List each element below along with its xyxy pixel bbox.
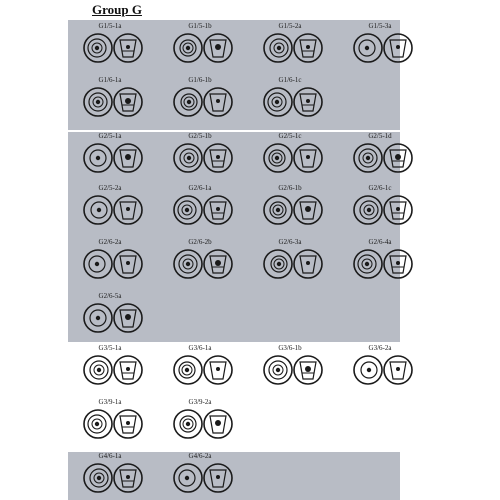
seal-label: G4/6-2a bbox=[188, 452, 212, 460]
seal-label: G2/6-1a bbox=[188, 184, 212, 192]
seal-item bbox=[250, 184, 330, 232]
seal-item bbox=[160, 238, 240, 286]
seal-label: G3/5-1a bbox=[98, 344, 122, 352]
seal-label: G2/5-1b bbox=[188, 132, 212, 140]
seal-impression-pair bbox=[172, 247, 234, 281]
seal-label: G3/6-1b bbox=[278, 344, 302, 352]
seal-impression-pair bbox=[262, 85, 324, 119]
seal-item bbox=[250, 22, 330, 70]
seal-impression-pair bbox=[262, 353, 324, 387]
seal-item bbox=[70, 452, 150, 500]
seal-impression-pair bbox=[172, 193, 234, 227]
seal-impression-pair bbox=[172, 461, 234, 495]
seal-impression-pair bbox=[352, 353, 414, 387]
seal-impression-pair bbox=[262, 247, 324, 281]
seal-item bbox=[160, 184, 240, 232]
seal-label: G2/5-1c bbox=[278, 132, 302, 140]
seal-label: G1/6-1b bbox=[188, 76, 212, 84]
seal-impression-pair bbox=[82, 247, 144, 281]
seal-item bbox=[160, 452, 240, 500]
seal-label: G1/5-1b bbox=[188, 22, 212, 30]
seal-impression-pair bbox=[172, 407, 234, 441]
seal-impression-pair bbox=[82, 31, 144, 65]
seal-impression-pair bbox=[172, 353, 234, 387]
seal-label: G1/6-1a bbox=[98, 76, 122, 84]
seal-label: G2/6-4a bbox=[368, 238, 392, 246]
seal-impression-pair bbox=[82, 407, 144, 441]
seal-label: G4/6-1a bbox=[98, 452, 122, 460]
seal-label: G2/5-1d bbox=[368, 132, 392, 140]
seal-label: G3/6-1a bbox=[188, 344, 212, 352]
seal-label: G2/6-1b bbox=[278, 184, 302, 192]
seal-label: G3/9-1a bbox=[98, 398, 122, 406]
seal-item bbox=[160, 22, 240, 70]
seal-label: G3/6-2a bbox=[368, 344, 392, 352]
seal-impression-pair bbox=[82, 141, 144, 175]
seal-label: G2/5-1a bbox=[98, 132, 122, 140]
seal-item bbox=[160, 398, 240, 446]
seal-item bbox=[340, 132, 420, 180]
seal-item bbox=[70, 184, 150, 232]
seal-item bbox=[250, 76, 330, 124]
seal-item bbox=[70, 398, 150, 446]
seal-impression-pair bbox=[352, 141, 414, 175]
seal-impression-pair bbox=[352, 247, 414, 281]
seal-impression-pair bbox=[262, 141, 324, 175]
seal-item bbox=[70, 292, 150, 340]
seal-impression-pair bbox=[82, 353, 144, 387]
seal-item bbox=[70, 76, 150, 124]
page-title: Group G bbox=[92, 2, 142, 17]
seal-label: G2/5-2a bbox=[98, 184, 122, 192]
seal-impression-pair bbox=[352, 193, 414, 227]
seal-label: G1/5-1a bbox=[98, 22, 122, 30]
seal-item bbox=[70, 344, 150, 392]
seal-impression-pair bbox=[262, 31, 324, 65]
seal-item bbox=[340, 22, 420, 70]
seal-label: G1/5-3a bbox=[368, 22, 392, 30]
seal-item bbox=[70, 22, 150, 70]
seal-item bbox=[160, 344, 240, 392]
seal-impression-pair bbox=[82, 193, 144, 227]
seal-item bbox=[340, 238, 420, 286]
seal-item bbox=[340, 184, 420, 232]
seal-label: G2/6-2b bbox=[188, 238, 212, 246]
seal-label: G1/5-2a bbox=[278, 22, 302, 30]
seal-impression-pair bbox=[172, 85, 234, 119]
seal-item bbox=[340, 344, 420, 392]
seal-impression-pair bbox=[172, 31, 234, 65]
seal-item bbox=[250, 344, 330, 392]
seal-impression-pair bbox=[82, 85, 144, 119]
seal-item bbox=[160, 132, 240, 180]
seal-impression-pair bbox=[82, 301, 144, 335]
seal-item bbox=[70, 132, 150, 180]
seal-label: G1/6-1c bbox=[278, 76, 302, 84]
seal-label: G2/6-5a bbox=[98, 292, 122, 300]
seal-item bbox=[70, 238, 150, 286]
seal-item bbox=[250, 238, 330, 286]
seal-label: G2/6-2a bbox=[98, 238, 122, 246]
seal-item bbox=[160, 76, 240, 124]
seal-impression-pair bbox=[262, 193, 324, 227]
seal-impression-pair bbox=[352, 31, 414, 65]
seal-label: G2/6-1c bbox=[368, 184, 392, 192]
seal-label: G3/9-2a bbox=[188, 398, 212, 406]
seal-label: G2/6-3a bbox=[278, 238, 302, 246]
seal-item bbox=[250, 132, 330, 180]
seal-impression-pair bbox=[172, 141, 234, 175]
seal-impression-pair bbox=[82, 461, 144, 495]
